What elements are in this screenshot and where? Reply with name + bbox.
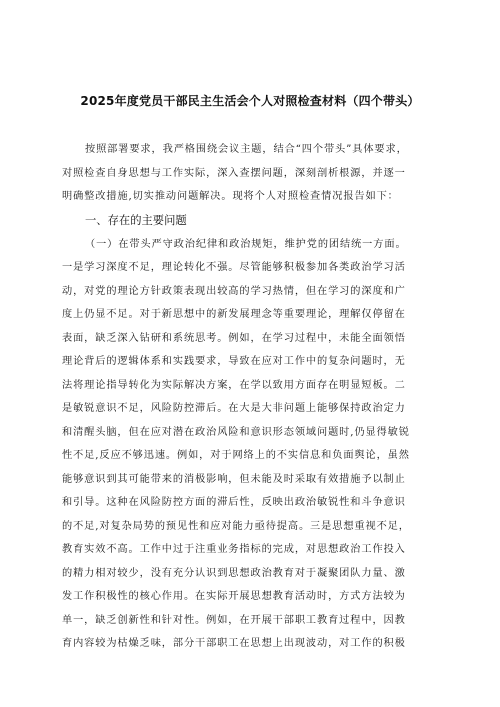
document-body (62, 138, 462, 656)
intro-paragraph-line: 对照检查自身思想与工作实际，深入查摆问题，深刻剖析根源，并逐一 (62, 167, 406, 179)
section-paragraph-line: 法将理论指导转化为实际解决方案，在学以致用方面存在明显短板。二 (62, 379, 406, 391)
section-paragraph-line: 表面，缺乏深入钻研和系统思考。例如，在学习过程中，未能全面领悟 (62, 332, 406, 344)
section-heading: 一、存在的主要问题 (85, 213, 187, 227)
section-paragraph-line: 是敏锐意识不足，风险防控滞后。在大是大非问题上能够保持政治定力 (62, 403, 406, 414)
section-paragraph-line: 单一，缺乏创新性和针对性。例如，在开展干部职工教育过程中，因教 (62, 614, 406, 626)
section-paragraph-line: 和引导。这种在风险防控方面的滞后性，反映出政治敏锐性和斗争意识 (62, 497, 406, 508)
section-paragraph-line: 育内容较为枯燥乏味，部分干部职工在思想上出现波动，对工作的积极 (62, 638, 406, 649)
section-paragraph-line: 发工作积极性的核心作用。在实际开展思想教育活动时，方式方法较为 (62, 591, 406, 602)
section-paragraph-line: 的不足,对复杂局势的预见性和应对能力亟待提高。三是思想重视不足， (62, 520, 410, 532)
intro-paragraph-line: 明确整改措施,切实推动问题解决。现将个人对照检查情况报告如下： (62, 191, 399, 202)
section-paragraph-line: 教育实效不高。工作中过于注重业务指标的完成，对思想政治工作投入 (62, 544, 406, 555)
document-title: 2025年度党员干部民主生活会个人对照检查材料（四个带头） (80, 94, 420, 108)
section-paragraph-line: 的精力相对较少，没有充分认识到思想政治教育对于凝聚团队力量、激 (62, 567, 406, 579)
section-paragraph-line: 性不足,反应不够迅速。例如，对于网络上的不实信息和负面舆论，虽然 (62, 450, 410, 461)
section-paragraph-line: 和清醒头脑，但在应对潜在政治风险和意识形态领域问题时,仍显得敏锐 (62, 426, 410, 438)
section-paragraph-line: 动，对党的理论方针政策表现出较高的学习热情，但在学习的深度和广 (62, 285, 406, 297)
section-paragraph-line: 能够意识到其可能带来的消极影响，但未能及时采取有效措施予以制止 (62, 473, 406, 485)
section-paragraph-line: 度上仍显不足。对于新思想中的新发展理念等重要理论，理解仅停留在 (62, 309, 406, 320)
intro-paragraph-line: 按照部署要求，我严格围绕会议主题，结合“四个带头”具体要求， (85, 144, 408, 155)
section-paragraph-line: 一是学习深度不足，理论转化不强。尽管能够积极参加各类政治学习活 (62, 262, 406, 273)
section-paragraph-line: （一）在带头严守政治纪律和政治规矩，维护党的团结统一方面。 (85, 238, 407, 250)
section-paragraph-line: 理论背后的逻辑体系和实践要求，导致在应对工作中的复杂问题时，无 (62, 356, 406, 367)
